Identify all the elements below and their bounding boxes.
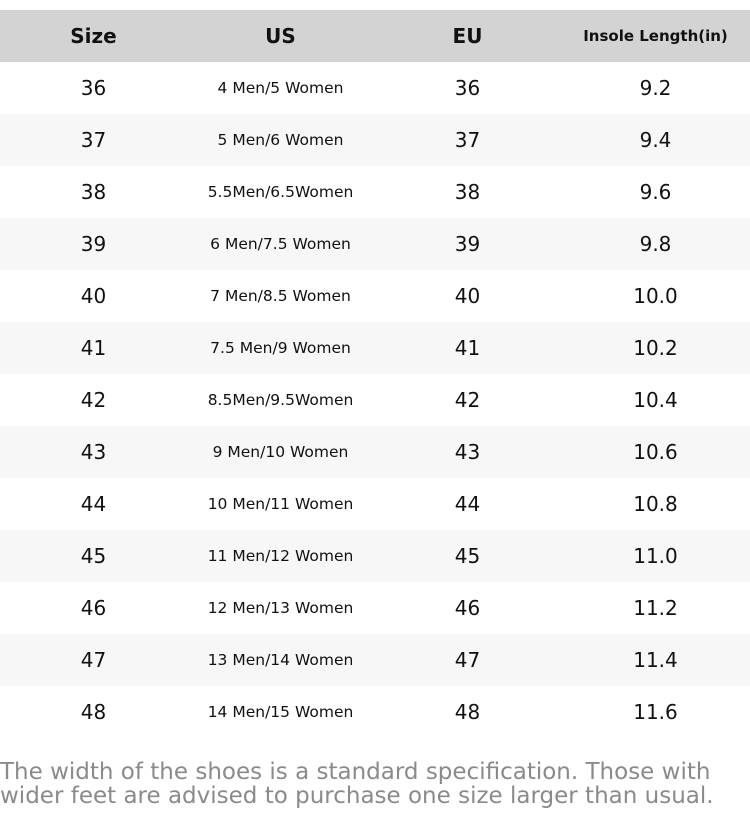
cell-eu: 39	[454, 232, 481, 256]
cell-size: 41	[80, 336, 107, 360]
cell-eu: 38	[454, 180, 481, 204]
header-size: Size	[70, 24, 117, 48]
cell-insole-length: 10.6	[633, 440, 678, 464]
cell-size: 46	[80, 596, 107, 620]
table-header-row	[0, 10, 750, 62]
width-note	[0, 760, 750, 808]
cell-us: 6 Men/7.5 Women	[210, 235, 351, 253]
cell-size: 38	[80, 180, 107, 204]
cell-insole-length: 10.8	[633, 492, 678, 516]
table-row	[0, 426, 750, 478]
cell-eu: 44	[454, 492, 481, 516]
cell-insole-length: 9.6	[639, 180, 672, 204]
table-row	[0, 582, 750, 634]
table-row	[0, 114, 750, 166]
cell-us: 8.5Men/9.5Women	[207, 391, 354, 409]
cell-insole-length: 10.4	[633, 388, 678, 412]
table-row	[0, 270, 750, 322]
cell-size: 37	[80, 128, 107, 152]
cell-eu: 37	[454, 128, 481, 152]
cell-eu: 46	[454, 596, 481, 620]
cell-size: 40	[80, 284, 107, 308]
cell-insole-length: 11.6	[633, 700, 678, 724]
header-insole-length: Insole Length(in)	[583, 27, 728, 45]
cell-size: 44	[80, 492, 107, 516]
cell-eu: 41	[454, 336, 481, 360]
cell-us: 14 Men/15 Women	[207, 703, 354, 721]
header-eu: EU	[452, 24, 483, 48]
cell-size: 42	[80, 388, 107, 412]
table-row	[0, 374, 750, 426]
cell-us: 10 Men/11 Women	[207, 495, 354, 513]
table-row	[0, 218, 750, 270]
cell-size: 36	[80, 76, 107, 100]
table-body	[0, 62, 750, 738]
width-note-line-1: The width of the shoes is a standard specification. Those with	[0, 759, 711, 785]
table-row	[0, 530, 750, 582]
table-row	[0, 322, 750, 374]
cell-eu: 42	[454, 388, 481, 412]
cell-eu: 36	[454, 76, 481, 100]
cell-us: 4 Men/5 Women	[217, 79, 344, 97]
cell-size: 47	[80, 648, 107, 672]
cell-insole-length: 9.2	[639, 76, 672, 100]
cell-insole-length: 9.8	[639, 232, 672, 256]
header-us: US	[265, 24, 296, 48]
cell-us: 5 Men/6 Women	[217, 131, 344, 149]
cell-us: 9 Men/10 Women	[212, 443, 349, 461]
table-row	[0, 686, 750, 738]
table-row	[0, 62, 750, 114]
cell-eu: 40	[454, 284, 481, 308]
cell-size: 39	[80, 232, 107, 256]
cell-eu: 48	[454, 700, 481, 724]
table-row	[0, 634, 750, 686]
cell-insole-length: 11.2	[633, 596, 678, 620]
cell-insole-length: 11.4	[633, 648, 678, 672]
cell-insole-length: 9.4	[639, 128, 672, 152]
cell-us: 7.5 Men/9 Women	[210, 339, 351, 357]
cell-eu: 47	[454, 648, 481, 672]
cell-size: 48	[80, 700, 107, 724]
cell-us: 7 Men/8.5 Women	[210, 287, 351, 305]
cell-size: 43	[80, 440, 107, 464]
cell-insole-length: 10.2	[633, 336, 678, 360]
table-row	[0, 166, 750, 218]
cell-eu: 45	[454, 544, 481, 568]
cell-size: 45	[80, 544, 107, 568]
cell-us: 13 Men/14 Women	[207, 651, 354, 669]
width-note-line-2: wider feet are advised to purchase one size larger than usual.	[0, 783, 714, 809]
cell-insole-length: 10.0	[633, 284, 678, 308]
cell-us: 12 Men/13 Women	[207, 599, 354, 617]
table-row	[0, 478, 750, 530]
cell-insole-length: 11.0	[633, 544, 678, 568]
cell-eu: 43	[454, 440, 481, 464]
cell-us: 11 Men/12 Women	[207, 547, 354, 565]
cell-us: 5.5Men/6.5Women	[207, 183, 354, 201]
size-chart-table	[0, 10, 750, 738]
